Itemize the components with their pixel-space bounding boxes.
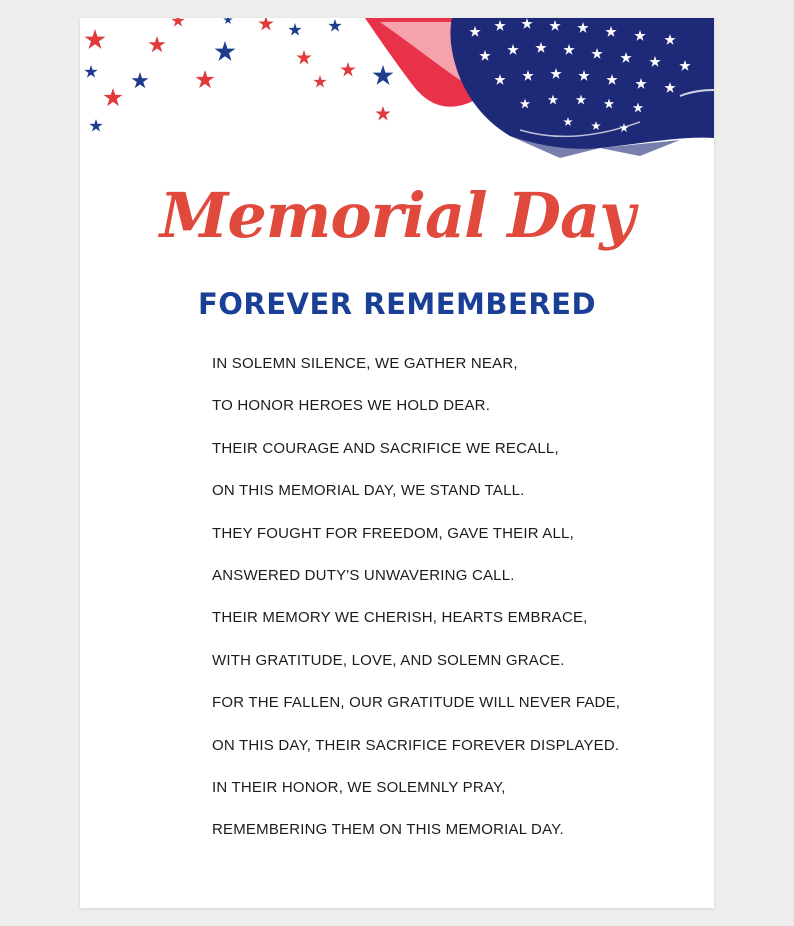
poem-line: REMEMBERING THEM ON THIS MEMORIAL DAY. bbox=[212, 821, 564, 839]
poem-line: IN THEIR HONOR, WE SOLEMNLY PRAY, bbox=[212, 778, 506, 796]
poem-line: TO HONOR HEROES WE HOLD DEAR. bbox=[212, 397, 491, 415]
page-subtitle: FOREVER REMEMBERED bbox=[197, 287, 597, 321]
patriotic-header-decoration bbox=[80, 18, 714, 178]
poem-line: THEY FOUGHT FOR FREEDOM, GAVE THEIR ALL, bbox=[212, 524, 574, 542]
american-flag-brush-icon bbox=[365, 18, 714, 158]
poem-line: IN SOLEMN SILENCE, WE GATHER NEAR, bbox=[212, 355, 518, 372]
page-title: Memorial Day bbox=[159, 179, 635, 252]
poem-line: THEIR COURAGE AND SACRIFICE WE RECALL, bbox=[212, 439, 559, 457]
poem-line: ON THIS MEMORIAL DAY, WE STAND TALL. bbox=[212, 482, 525, 500]
poem-text bbox=[212, 354, 692, 863]
poem-line: WITH GRATITUDE, LOVE, AND SOLEMN GRACE. bbox=[212, 651, 565, 669]
scattered-stars-icon bbox=[84, 18, 393, 132]
poem-line: THEIR MEMORY WE CHERISH, HEARTS EMBRACE, bbox=[212, 609, 588, 627]
poem-line: ANSWERED DUTY'S UNWAVERING CALL. bbox=[212, 566, 515, 584]
poem-line: FOR THE FALLEN, OUR GRATITUDE WILL NEVER FADE, bbox=[212, 694, 621, 712]
poem-line: ON THIS DAY, THEIR SACRIFICE FOREVER DISPLAYED. bbox=[212, 736, 620, 754]
poem-page bbox=[80, 18, 714, 908]
